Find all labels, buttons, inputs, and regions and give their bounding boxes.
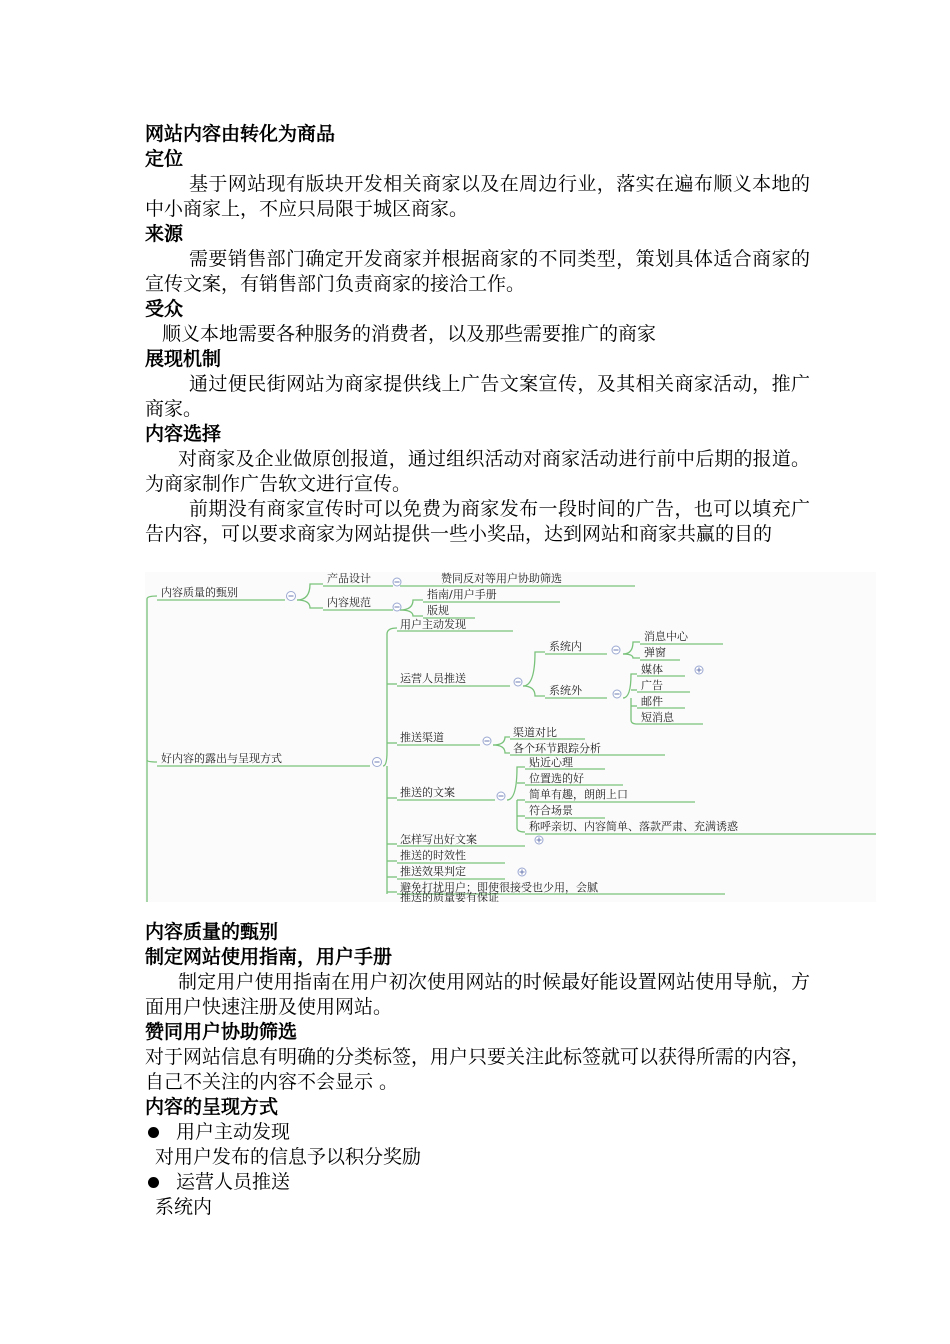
mm-node-copy-2: 位置选的好 [529,772,584,785]
mm-node-ops-push: 运营人员推送 [400,672,466,685]
document-bottom [145,920,810,1220]
heading-display-mechanism: 展现机制 [145,348,222,370]
mm-node-timeliness: 推送的时效性 [400,849,466,862]
mm-node-write-copy: 怎样写出好文案 [400,833,477,846]
document-top [145,122,810,547]
mm-node-rules: 版规 [427,604,449,617]
mm-node-out-system: 系统外 [549,684,582,697]
para-guide: 制定用户使用指南在用户初次使用网站的时候最好能设置网站使用导航，方面用户快速注册及使用网站。 [145,971,810,1018]
heading-source: 来源 [145,223,184,245]
heading-content-selection: 内容选择 [145,423,222,445]
heading-positioning: 定位 [145,148,184,170]
bullet-user-discover-text: 用户主动发现 [176,1121,291,1143]
mm-node-message-center: 消息中心 [644,630,688,643]
mm-node-quality: 内容质量的甄别 [161,586,238,599]
heading-quality: 内容质量的甄别 [145,921,279,943]
para-display-mechanism: 通过便民街网站为商家提供线上广告文案宣传，及其相关商家活动，推广商家。 [145,373,810,420]
para-content-selection-2: 前期没有商家宣传时可以免费为商家发布一段时间的广告，也可以填充广告内容，可以要求商家为网站提供一些小奖品，达到网站和商家共赢的目的 [145,498,810,545]
mm-node-avoid-disturb: 避免打扰用户；即使很接受也少用，会腻 [400,881,598,894]
mindmap-svg [145,572,876,902]
heading-guide: 制定网站使用指南，用户手册 [145,946,393,968]
mm-node-push-copy: 推送的文案 [400,786,455,799]
bullet-dot-icon [148,1177,159,1188]
mm-node-exposure: 好内容的露出与呈现方式 [161,752,282,765]
mindmap-image [145,572,876,902]
mm-node-channel-compare: 渠道对比 [513,726,557,739]
mm-node-popup: 弹窗 [644,646,666,659]
mm-node-push-channel: 推送渠道 [400,731,444,744]
para-in-system: 系统内 [155,1196,213,1218]
para-audience: 顺义本地需要各种服务的消费者，以及那些需要推广的商家 [162,323,657,345]
para-points: 对用户发布的信息予以积分奖励 [155,1146,422,1168]
mm-node-copy-5: 称呼亲切、内容简单、落款严肃、充满诱惑 [529,820,738,833]
mm-node-vote-filter: 赞同反对等用户协助筛选 [441,572,562,585]
mm-node-user-discover: 用户主动发现 [400,618,466,631]
para-source: 需要销售部门确定开发商家并根据商家的不同类型，策划具体适合商家的宣传文案，有销售部门负责商家的接洽工作。 [145,248,810,295]
para-user-filter: 对于网站信息有明确的分类标签，用户只要关注此标签就可以获得所需的内容，自己不关注的内容不会显示 。 [145,1046,811,1093]
mm-node-copy-3: 简单有趣，朗朗上口 [529,788,628,801]
bullet-ops-push [145,1170,810,1195]
mm-node-content-rules: 内容规范 [327,596,371,609]
doc-title: 网站内容由转化为商品 [145,123,336,145]
heading-presentation: 内容的呈现方式 [145,1096,279,1118]
mm-node-copy-4: 符合场景 [529,804,573,817]
bullet-dot-icon [148,1127,159,1138]
mm-node-effect: 推送效果判定 [400,865,466,878]
mm-node-email: 邮件 [641,695,663,708]
para-content-selection-1: 对商家及企业做原创报道，通过组织活动对商家活动进行前中后期的报道。为商家制作广告软文进行宣传。 [145,448,810,495]
mm-node-sms: 短消息 [641,711,674,724]
para-positioning: 基于网站现有版块开发相关商家以及在周边行业，落实在遍布顺义本地的中小商家上，不应只局限于城区商家。 [145,173,810,220]
bullet-ops-push-text: 运营人员推送 [176,1171,291,1193]
bullet-user-discover [145,1120,810,1145]
mm-node-in-system: 系统内 [549,640,582,653]
heading-audience: 受众 [145,298,184,320]
mm-node-ads: 广告 [641,679,663,692]
mm-node-product-design: 产品设计 [327,572,371,585]
mm-node-guide: 指南/用户手册 [427,588,497,601]
mm-node-tracking: 各个环节跟踪分析 [513,742,601,755]
heading-user-filter: 赞同用户协助筛选 [145,1021,298,1043]
mm-node-copy-1: 贴近心理 [529,756,573,769]
mm-node-quality-guarantee: 推送的质量要有保证 [400,891,499,902]
mm-node-media: 媒体 [641,663,663,676]
